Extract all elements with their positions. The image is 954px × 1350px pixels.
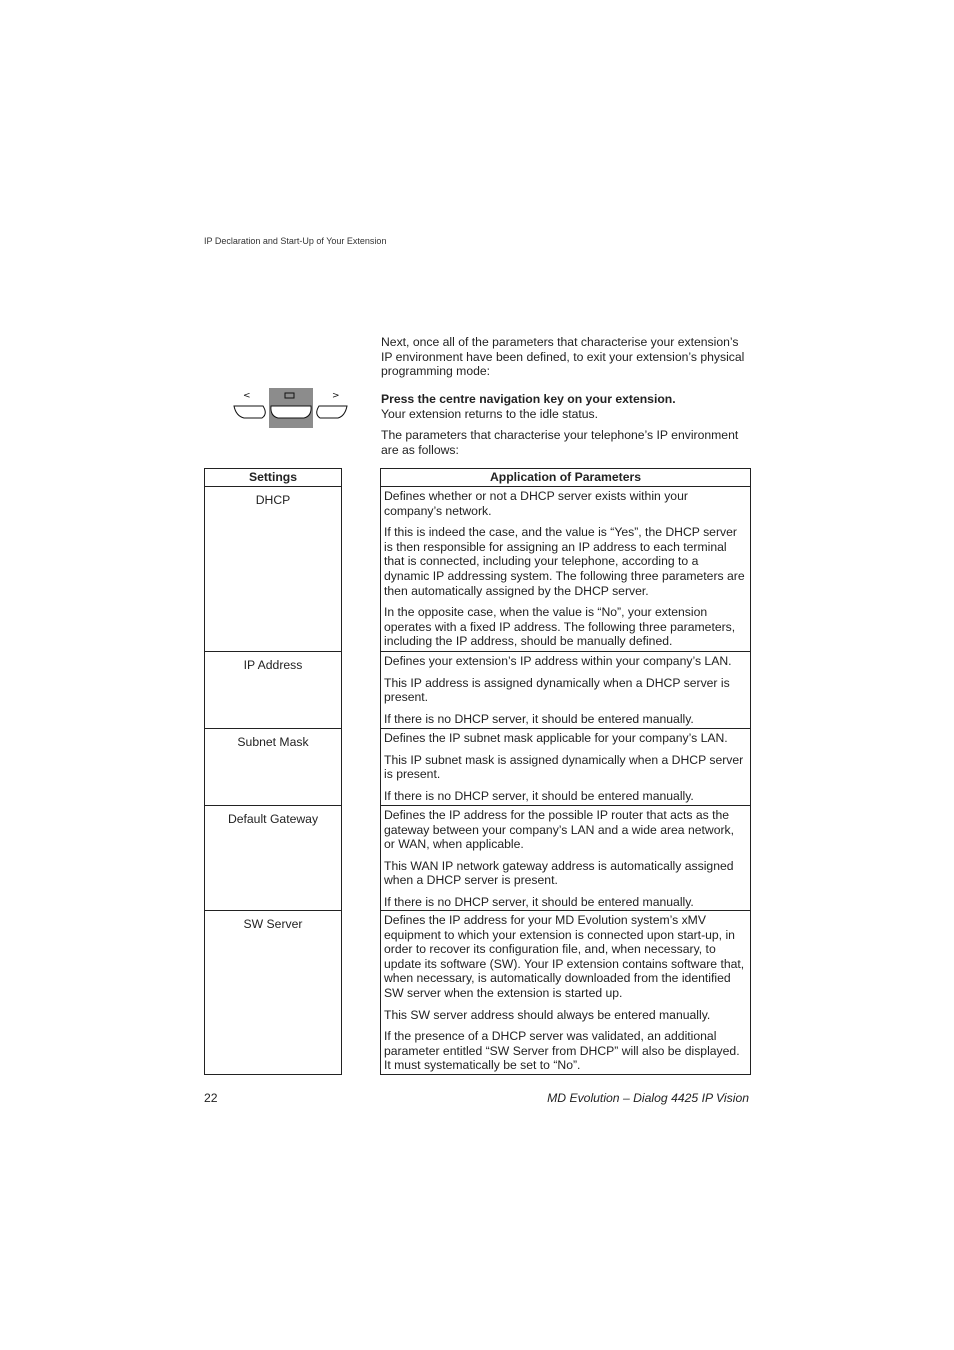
setting-ip-address: IP Address	[204, 652, 342, 729]
left-arrow-glyph: <	[243, 391, 251, 401]
table-paragraph: If the presence of a DHCP server was validated, an additional parameter entitled “SW Server from DHCP” will also be displayed. It must systematically be set to “No”.	[384, 1029, 740, 1073]
instruction-result: Your extension returns to the idle status.	[381, 407, 599, 421]
application-sw-server	[380, 911, 751, 1075]
application-ip-address	[380, 652, 751, 729]
table-paragraph: If there is no DHCP server, it should be entered manually.	[384, 711, 694, 726]
application-dhcp	[380, 487, 751, 652]
running-header: IP Declaration and Start-Up of Your Extension	[204, 236, 387, 246]
setting-sw-server: SW Server	[204, 911, 342, 1075]
instruction-step: Press the centre navigation key on your extension.	[381, 392, 676, 406]
setting-default-gateway: Default Gateway	[204, 806, 342, 911]
table-paragraph: If there is no DHCP server, it should be entered manually.	[384, 894, 694, 909]
table-paragraph: If there is no DHCP server, it should be entered manually.	[384, 788, 694, 803]
intro-paragraph: Next, once all of the parameters that characterise your extension’s IP environment have been defined, to exit your extension’s physical programming mode:	[381, 335, 745, 379]
table-paragraph: This IP address is assigned dynamically when a DHCP server is present.	[384, 675, 730, 705]
table-paragraph: Defines the IP subnet mask applicable for your company’s LAN.	[384, 731, 728, 745]
table-paragraph: This IP subnet mask is assigned dynamically when a DHCP server is present.	[384, 752, 744, 782]
setting-dhcp: DHCP	[204, 487, 342, 652]
table-paragraph: This WAN IP network gateway address is automatically assigned when a DHCP server is present.	[384, 858, 734, 888]
table-paragraph: Defines your extension’s IP address within your company’s LAN.	[384, 654, 732, 668]
table-header-settings: Settings	[204, 468, 342, 487]
document-title: MD Evolution – Dialog 4425 IP Vision	[547, 1091, 749, 1105]
table-paragraph: This SW server address should always be entered manually.	[384, 1007, 711, 1022]
table-paragraph: Defines the IP address for your MD Evolution system’s xMV equipment to which your extension is connected upon start-up, in order to recover its configuration file, and, when necessary, to update its software (SW). Your IP extension contains software that, when necessary, is automatically downloaded from the identified SW server when the extension is started up.	[384, 913, 745, 1000]
application-default-gateway	[380, 806, 751, 911]
application-subnet-mask	[380, 729, 751, 806]
table-header-application: Application of Parameters	[380, 468, 751, 487]
table-paragraph: In the opposite case, when the value is “No”, your extension operates with a fixed IP address. The following three parameters, including the IP address, should be manually defined.	[384, 605, 736, 649]
table-paragraph: If this is indeed the case, and the value is “Yes”, the DHCP server is then responsible for assigning an IP address to each terminal that is connected, including your telephone, according to a dynamic IP addressing system. The following three parameters are then automatically assigned by the DHCP server.	[384, 525, 745, 598]
page-number: 22	[204, 1091, 218, 1105]
right-arrow-glyph: >	[332, 391, 340, 401]
table-paragraph: Defines the IP address for the possible IP router that acts as the gateway between your company’s LAN and a wide area network, or WAN, when applicable.	[384, 808, 735, 852]
parameters-intro: The parameters that characterise your telephone’s IP environment are as follows:	[381, 428, 739, 457]
navigation-keys-icon	[232, 386, 350, 430]
table-paragraph: Defines whether or not a DHCP server exists within your company’s network.	[384, 489, 688, 518]
setting-subnet-mask: Subnet Mask	[204, 729, 342, 806]
